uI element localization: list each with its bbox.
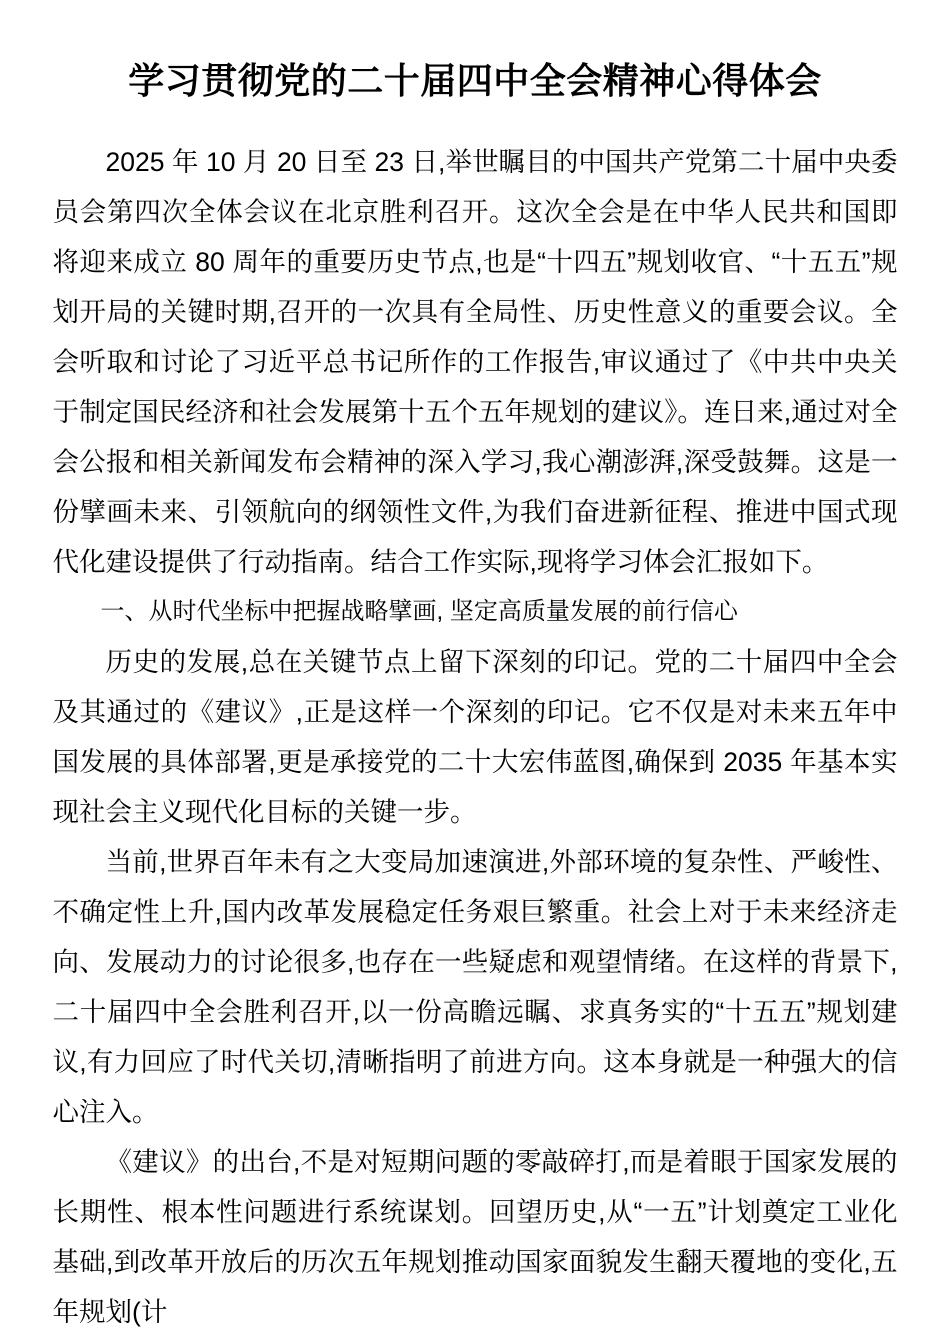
page-title: 学习贯彻党的二十届四中全会精神心得体会 bbox=[128, 60, 822, 101]
paragraph-proposal: 《建议》的出台,不是对短期问题的零敲碎打,而是着眼于国家发展的长期性、根本性问题进行系统谋划。回望历史,从“一五”计划奠定工业化基础,到改革开放后的历次五年规划推动国家面貌发生翻天覆地的变化,五年规划(计 bbox=[52, 1146, 898, 1327]
paragraph-current-situation: 当前,世界百年未有之大变局加速演进,外部环境的复杂性、严峻性、不确定性上升,国内改革发展稳定任务艰巨繁重。社会上对于未来经济走向、发展动力的讨论很多,也存在一些疑虑和观望情绪。在这样的背景下,二十届四中全会胜利召开,以一份高瞻远瞩、求真务实的“十五五”规划建议,有力回应了时代关切,清晰指明了前进方向。这本身就是一种强大的信心注入。 bbox=[52, 846, 898, 1127]
document-body bbox=[53, 106, 898, 1337]
paragraph-history: 历史的发展,总在关键节点上留下深刻的印记。党的二十届四中全会及其通过的《建议》,正是这样一个深刻的印记。它不仅是对未来五年中国发展的具体部署,更是承接党的二十大宏伟蓝图,确保到 2035 年基本实现社会主义现代化目标的关键一步。 bbox=[52, 646, 898, 827]
section-heading-one: 一、从时代坐标中把握战略擘画, 坚定高质量发展的前行信心 bbox=[100, 597, 738, 625]
paragraph-intro: 2025 年 10 月 20 日至 23 日,举世瞩目的中国共产党第二十届中央委员会第四次全体会议在北京胜利召开。这次全会是在中华人民共和国即将迎来成立 80 周年的重要历史节点,也是“十四五”规划收官、“十五五”规划开局的关键时期,召开的一次具有全局性、历史性意义的重要会议。全会听取和讨论了习近平总书记所作的工作报告,审议通过了《中共中央关于制定国民经济和社会发展第十五个五年规划的建议》。连日来,通过对全会公报和相关新闻发布会精神的深入学习,我心潮澎湃,深受鼓舞。这是一份擘画未来、引领航向的纲领性文件,为我们奋进新征程、推进中国式现代化建设提供了行动指南。结合工作实际,现将学习体会汇报如下。 bbox=[52, 146, 898, 577]
